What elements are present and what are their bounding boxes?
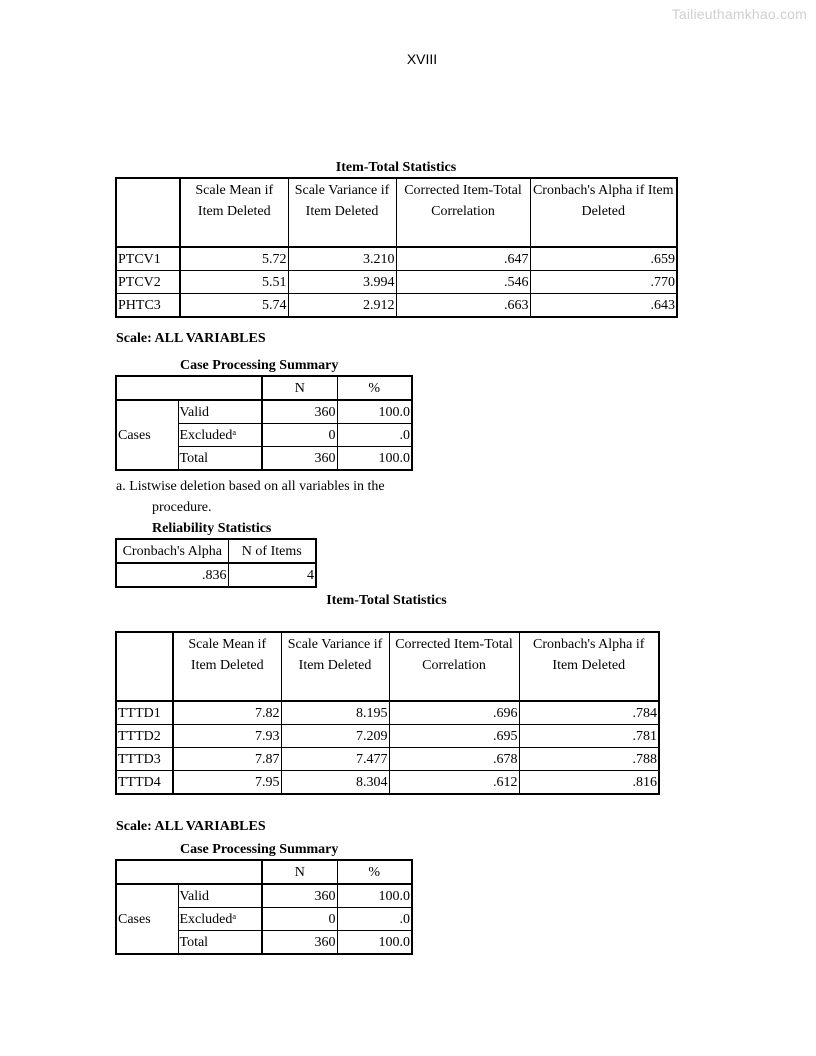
case-summary-title-1: Case Processing Summary [180, 358, 339, 373]
cell: .546 [396, 271, 530, 294]
cell: 100.0 [337, 884, 412, 908]
col-header: Scale Mean if Item Deleted [180, 178, 288, 247]
row-label: PTCV1 [116, 247, 180, 271]
cell: 5.51 [180, 271, 288, 294]
cell: .695 [389, 725, 519, 748]
cell: .0 [337, 424, 412, 447]
case-summary-title-2: Case Processing Summary [180, 842, 339, 857]
cell: .788 [519, 748, 659, 771]
cell: .770 [530, 271, 677, 294]
col-header: N [262, 376, 337, 400]
col-header: Cronbach's Alpha if Item Deleted [530, 178, 677, 247]
table-row [116, 400, 412, 424]
row-label: Excludedᵃ [178, 908, 262, 931]
item-total-table-1 [115, 177, 678, 318]
cell: .0 [337, 908, 412, 931]
cell: 7.87 [173, 748, 281, 771]
cell: 7.82 [173, 701, 281, 725]
item-total-title-1: Item-Total Statistics [335, 160, 457, 175]
table-row [116, 294, 677, 318]
group-label: Cases [116, 884, 178, 954]
row-label: Total [178, 931, 262, 955]
col-header: Corrected Item-Total Correlation [396, 178, 530, 247]
footnote-line-2: procedure. [152, 500, 212, 515]
table-row [116, 271, 677, 294]
table-row [116, 748, 659, 771]
reliability-title: Reliability Statistics [152, 521, 272, 536]
cell: 0 [262, 424, 337, 447]
cell: 0 [262, 908, 337, 931]
cell: 8.304 [281, 771, 389, 795]
group-label: Cases [116, 400, 178, 470]
col-header: Cronbach's Alpha [116, 539, 228, 563]
row-label: TTTD2 [116, 725, 173, 748]
reliability-table [115, 538, 317, 588]
cell: 360 [262, 884, 337, 908]
col-header: Corrected Item-Total Correlation [389, 632, 519, 701]
table-row [116, 701, 659, 725]
scale-label-2: Scale: ALL VARIABLES [116, 819, 266, 834]
cell: 7.209 [281, 725, 389, 748]
cell: .678 [389, 748, 519, 771]
cell: 360 [262, 447, 337, 471]
table-row [116, 563, 316, 587]
corner-cell [116, 860, 262, 884]
table-row [116, 771, 659, 795]
cell: 360 [262, 931, 337, 955]
col-header: N of Items [228, 539, 316, 563]
row-label: TTTD1 [116, 701, 173, 725]
cell: .663 [396, 294, 530, 318]
cell: .696 [389, 701, 519, 725]
cell: 7.93 [173, 725, 281, 748]
col-header: Scale Variance if Item Deleted [288, 178, 396, 247]
cell: 360 [262, 400, 337, 424]
row-label: TTTD4 [116, 771, 173, 795]
cell: 5.74 [180, 294, 288, 318]
cell: 3.994 [288, 271, 396, 294]
row-label: Excludedᵃ [178, 424, 262, 447]
page-number: XVIII [406, 51, 438, 67]
cell: .612 [389, 771, 519, 795]
footnote-line-1: a. Listwise deletion based on all variables in the [116, 479, 385, 494]
corner-cell [116, 632, 173, 701]
cell: 100.0 [337, 447, 412, 471]
cell: 100.0 [337, 400, 412, 424]
cell: 4 [228, 563, 316, 587]
cell: 8.195 [281, 701, 389, 725]
case-summary-table-2 [115, 859, 413, 955]
table-row [116, 884, 412, 908]
col-header: N [262, 860, 337, 884]
watermark: Tailieuthamkhao.com [671, 6, 807, 22]
table-row [116, 247, 677, 271]
item-total-title-2: Item-Total Statistics [326, 593, 447, 608]
scale-label-1: Scale: ALL VARIABLES [116, 331, 266, 346]
row-label: TTTD3 [116, 748, 173, 771]
cell: 7.95 [173, 771, 281, 795]
col-header: % [337, 376, 412, 400]
cell: 3.210 [288, 247, 396, 271]
cell: .784 [519, 701, 659, 725]
cell: .647 [396, 247, 530, 271]
case-summary-table-1 [115, 375, 413, 471]
row-label: Total [178, 447, 262, 471]
col-header: Scale Variance if Item Deleted [281, 632, 389, 701]
col-header: Scale Mean if Item Deleted [173, 632, 281, 701]
row-label: Valid [178, 884, 262, 908]
corner-cell [116, 376, 262, 400]
row-label: Valid [178, 400, 262, 424]
cell: 7.477 [281, 748, 389, 771]
row-label: PTCV2 [116, 271, 180, 294]
table-row [116, 725, 659, 748]
col-header: Cronbach's Alpha if Item Deleted [519, 632, 659, 701]
cell: .659 [530, 247, 677, 271]
cell: .643 [530, 294, 677, 318]
cell: .816 [519, 771, 659, 795]
cell: .781 [519, 725, 659, 748]
item-total-table-2 [115, 631, 660, 795]
col-header: % [337, 860, 412, 884]
cell: 2.912 [288, 294, 396, 318]
cell: .836 [116, 563, 228, 587]
row-label: PHTC3 [116, 294, 180, 318]
cell: 100.0 [337, 931, 412, 955]
cell: 5.72 [180, 247, 288, 271]
corner-cell [116, 178, 180, 247]
